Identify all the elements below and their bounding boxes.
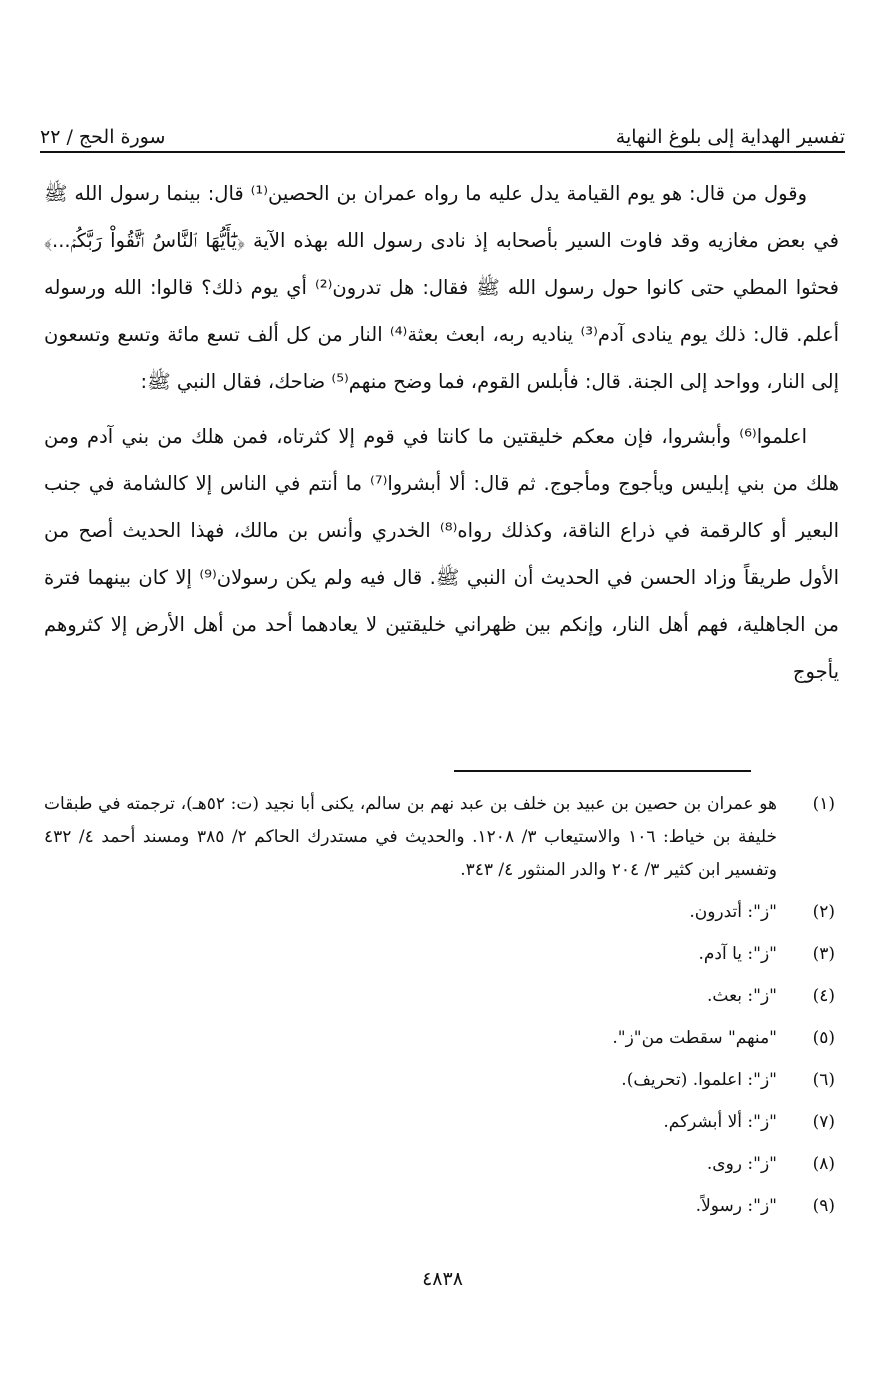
paragraph: وقول من قال: هو يوم القيامة يدل عليه ما رواه عمران بن الحصين⁽¹⁾ قال: بينما رسول الله ﷺ في بعض مغازيه وقد فاوت السير بأصحابه إذ نادى رسول الله بهذه الآية ﴿يَٰٓأَيُّهَا ٱلنَّاسُ ٱتَّقُواْ رَبَّكُمۡ...﴾ فحثوا المطي حتى كانوا حول رسول الله ﷺ فقال: هل تدرون⁽²⁾ أي يوم ذلك؟ قالوا: الله ورسوله أعلم. قال: ذلك يوم ينادى آدم⁽³⁾ يناديه ربه، ابعث بعثة⁽⁴⁾ النار من كل ألف تسع مائة وتسع وتسعون إلى النار، وواحد إلى الجنة. قال: فأبلس القوم، فما وضح منهم⁽⁵⁾ ضاحك، فقال النبي ﷺ: (44, 182, 839, 393)
surah-reference: سورة الحج / ٢٢ (40, 126, 166, 148)
footnote-text: هو عمران بن حصين بن عبيد بن خلف بن عبد نهم بن سالم، يكنى أبا نجيد (ت: ٥٢هـ)، ترجمته في طبقات خليفة بن خياط: ١٠٦ والاستيعاب ٣/ ١٢٠٨. والحديث في مستدرك الحاكم ٢/ ٣٨٥ ومسند أحمد ٤/ ٤٣٢ وتفسير ابن كثير ٣/ ٢٠٤ والدر المنثور ٤/ ٣٤٣. (44, 794, 777, 880)
footnote-text: "ز": يا آدم. (698, 944, 777, 964)
footnote-number: (٢) (812, 902, 835, 922)
footnote-separator (454, 770, 751, 772)
footnote (44, 1106, 845, 1139)
footnote-number: (٨) (812, 1154, 835, 1174)
footnote (44, 1064, 845, 1097)
running-header (40, 112, 845, 148)
footnote (44, 1022, 845, 1055)
footnote-number: (٥) (812, 1028, 835, 1048)
footnotes (44, 788, 845, 1232)
footnote-number: (٩) (812, 1196, 835, 1216)
main-text (44, 170, 839, 695)
footnote-text: "ز": أتدرون. (689, 902, 777, 922)
footnote-text: "منهم" سقطت من"ز". (612, 1028, 777, 1048)
book-title: تفسير الهداية إلى بلوغ النهاية (615, 126, 845, 148)
footnote-text: "ز": روى. (706, 1154, 777, 1174)
page-number: ٤٨٣٨ (422, 1268, 463, 1290)
footnote-number: (١) (812, 794, 835, 814)
footnote-number: (٣) (812, 944, 835, 964)
footnote-number: (٦) (812, 1070, 835, 1090)
paragraph: اعلموا⁽⁶⁾ وأبشروا، فإن معكم خليقتين ما كانتا في قوم إلا كثرتاه، فمن هلك من بني آدم ومن هلك من بني إبليس ويأجوج ومأجوج. ثم قال: ألا أبشروا⁽⁷⁾ ما أنتم في الناس إلا كالشامة في جنب البعير أو كالرقمة في ذراع الناقة، وكذلك رواه⁽⁸⁾ الخدري وأنس بن مالك، فهذا الحديث أصح من الأول طريقاً وزاد الحسن في الحديث أن النبي ﷺ. قال فيه ولم يكن رسولان⁽⁹⁾ إلا كان بينهما فترة من الجاهلية، فهم أهل النار، وإنكم بين ظهراني خليقتين لا يعادهما أحد من أهل الأرض إلا كثروهم يأجوج (44, 425, 840, 683)
footnote (44, 938, 845, 971)
footnote (44, 896, 845, 929)
footnote-number: (٧) (812, 1112, 835, 1132)
footnote-text: "ز": بعث. (706, 986, 777, 1006)
footnote (44, 1148, 845, 1181)
footnote-text: "ز": اعلموا. (تحريف). (621, 1070, 777, 1090)
footnote (44, 980, 845, 1013)
footnote-text: "ز": ألا أبشركم. (663, 1112, 777, 1132)
footnote-text: "ز": رسولاً. (695, 1196, 777, 1216)
footnote (44, 788, 845, 887)
footnote (44, 1190, 845, 1223)
header-rule (40, 151, 845, 153)
footnote-number: (٤) (812, 986, 835, 1006)
